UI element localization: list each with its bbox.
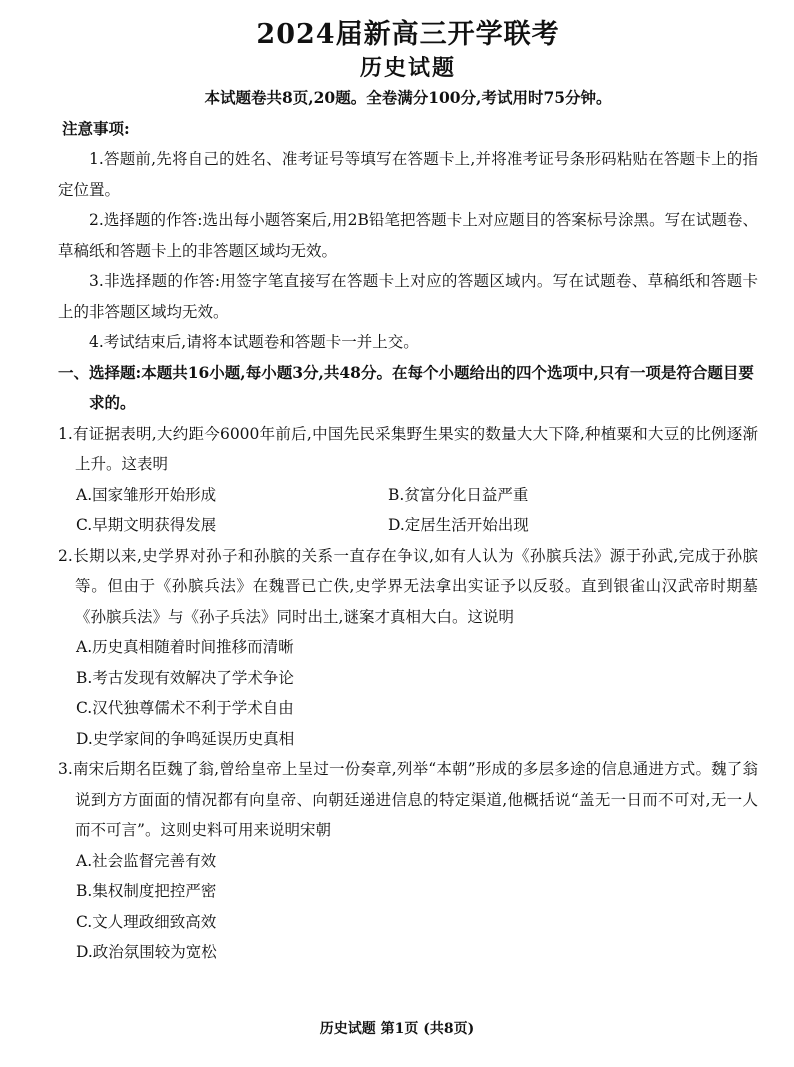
- note-item: 3.非选择题的作答:用签字笔直接写在答题卡上对应的答题区域内。写在试题卷、草稿纸和答题卡上的非答题区域均无效。: [58, 272, 758, 321]
- notes-block: [58, 114, 758, 358]
- option-b: B.考古发现有效解决了学术争论: [76, 668, 294, 687]
- question-1: [58, 419, 758, 541]
- question-stem: 3.南宋后期名臣魏了翁,曾给皇帝上呈过一份奏章,列举“本朝”形成的多层多途的信息通进方式。魏了翁说到方方面面的情况都有向皇帝、向朝廷递进信息的特定渠道,他概括说“盖无一日而不可对,无一人而不可言”。这则史料可用来说明宋朝: [58, 760, 758, 839]
- option-a: A.历史真相随着时间推移而清晰: [76, 638, 294, 656]
- section-heading: 一、选择题:本题共16小题,每小题3分,共48分。在每个小题给出的四个选项中,只有一项是符合题目要求的。: [58, 362, 754, 412]
- exam-subject-title: 历史试题: [359, 55, 456, 81]
- option-d: D.史学家间的争鸣延误历史真相: [76, 729, 295, 748]
- notes-heading: 注意事项:: [62, 119, 130, 138]
- exam-title: 2024届新高三开学联考: [256, 19, 560, 50]
- option-c: C.早期文明获得发展: [76, 516, 217, 534]
- option-d: D.定居生活开始出现: [388, 516, 529, 534]
- option-a: A.国家雏形开始形成: [76, 485, 217, 504]
- option-a: A.社会监督完善有效: [76, 851, 217, 870]
- question-stem: 2.长期以来,史学界对孙子和孙膑的关系一直存在争议,如有人认为《孙膑兵法》源于孙武,完成于孙膑等。但由于《孙膑兵法》在魏晋已亡佚,史学界无法拿出实证予以反驳。直到银雀山汉武帝时期墓《孙膑兵法》与《孙子兵法》同时出土,谜案才真相大白。这说明: [58, 546, 758, 626]
- option-b: B.贫富分化日益严重: [388, 485, 529, 504]
- question-2: [58, 541, 758, 755]
- option-c: C.汉代独尊儒术不利于学术自由: [76, 699, 294, 717]
- option-d: D.政治氛围较为宽松: [76, 943, 217, 961]
- option-b: B.集权制度把控严密: [76, 882, 217, 900]
- note-item: 2.选择题的作答:选出每小题答案后,用2B铅笔把答题卡上对应题目的答案标号涂黑。写在试题卷、草稿纸和答题卡上的非答题区域均无效。: [58, 211, 758, 260]
- note-item: 1.答题前,先将自己的姓名、准考证号等填写在答题卡上,并将准考证号条形码粘贴在答题卡上的指定位置。: [58, 150, 758, 199]
- options-group: [58, 632, 758, 754]
- page-footer: 历史试题 第1页 (共8页): [319, 1021, 475, 1037]
- exam-intro: 本试题卷共8页,20题。全卷满分100分,考试用时75分钟。: [204, 88, 612, 107]
- options-group: [58, 480, 758, 541]
- question-3: [58, 754, 758, 968]
- options-group: [58, 846, 758, 968]
- option-c: C.文人理政细致高效: [76, 912, 217, 931]
- question-stem: 1.有证据表明,大约距今6000年前后,中国先民采集野生果实的数量大大下降,种植粟和大豆的比例逐渐上升。这表明: [58, 424, 758, 473]
- note-item: 4.考试结束后,请将本试题卷和答题卡一并上交。: [89, 333, 419, 351]
